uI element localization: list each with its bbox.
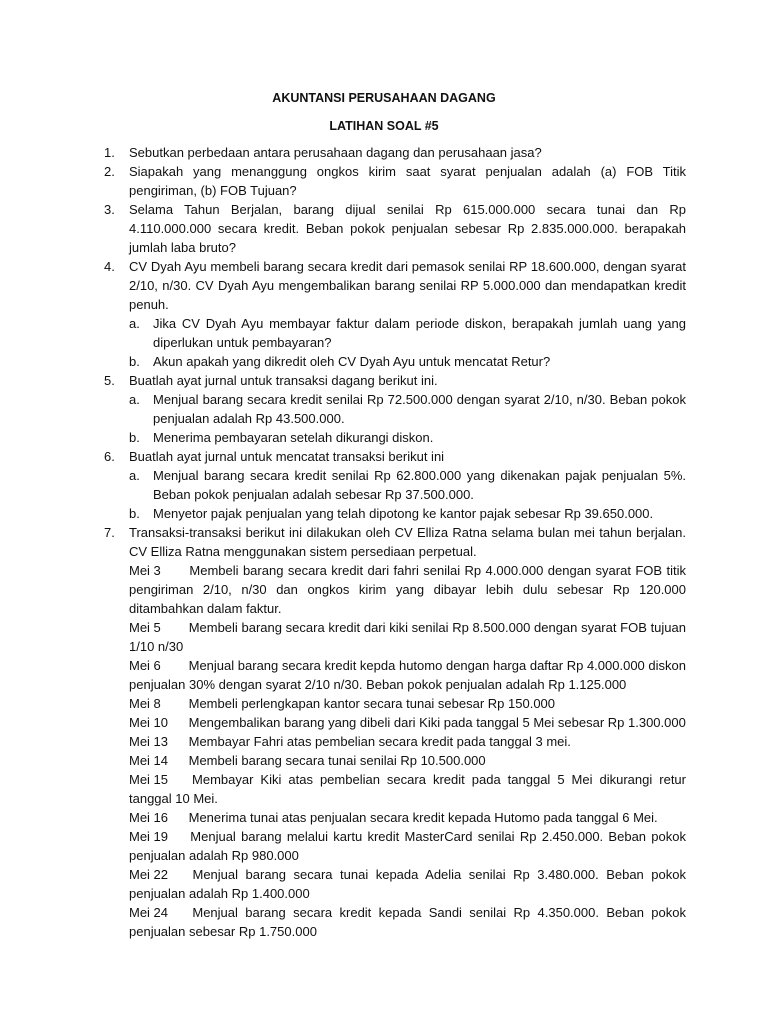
question-number: 2. bbox=[104, 164, 115, 179]
subquestion-5b bbox=[129, 428, 686, 447]
subquestion-text: Akun apakah yang dikredit oleh CV Dyah Ayu untuk mencatat Retur? bbox=[153, 354, 551, 369]
transaction-date: Mei 22 bbox=[129, 867, 169, 882]
subquestion-text: Menjual barang secara kredit senilai Rp 72.500.000 dengan syarat 2/10, n/30. Beban pokok penjualan adalah Rp 43.500.000. bbox=[153, 392, 686, 426]
transaction-entry bbox=[129, 656, 686, 694]
subquestion-4b bbox=[129, 352, 686, 371]
subquestion-6b bbox=[129, 504, 686, 523]
question-7 bbox=[104, 523, 686, 941]
transaction-text: Menjual barang melalui kartu kredit MasterCard senilai Rp 2.450.000. Beban pokok penjualan adalah Rp 980.000 bbox=[129, 829, 686, 863]
question-6 bbox=[104, 447, 686, 523]
transaction-text: Menjual barang secara kredit kepada Sandi senilai Rp 4.350.000. Beban pokok penjualan sebesar Rp 1.750.000 bbox=[129, 905, 686, 939]
subquestion-text: Menyetor pajak penjualan yang telah dipotong ke kantor pajak sebesar Rp 39.650.000. bbox=[153, 506, 654, 521]
transaction-entry bbox=[129, 865, 686, 903]
transaction-entry bbox=[129, 827, 686, 865]
transaction-entry bbox=[129, 694, 686, 713]
subquestion-letter: b. bbox=[129, 354, 140, 369]
transaction-text: Menjual barang secara tunai kepada Adelia senilai Rp 3.480.000. Beban pokok penjualan adalah Rp 1.400.000 bbox=[129, 867, 686, 901]
question-number: 3. bbox=[104, 202, 115, 217]
transaction-entry bbox=[129, 618, 686, 656]
question-text: Buatlah ayat jurnal untuk transaksi dagang berikut ini. bbox=[129, 373, 438, 388]
transaction-text: Membayar Fahri atas pembelian secara kredit pada tanggal 3 mei. bbox=[188, 734, 571, 749]
question-number: 4. bbox=[104, 259, 115, 274]
subquestion-letter: b. bbox=[129, 506, 140, 521]
question-number: 5. bbox=[104, 373, 115, 388]
question-4 bbox=[104, 257, 686, 371]
subquestion-letter: a. bbox=[129, 316, 140, 331]
transaction-entry bbox=[129, 751, 686, 770]
transaction-text: Menjual barang secara kredit kepda hutomo dengan harga daftar Rp 4.000.000 diskon penjualan 30% dengan syarat 2/10 n/30. Beban pokok penjualan adalah Rp 1.125.000 bbox=[129, 658, 686, 692]
transaction-date: Mei 16 bbox=[129, 810, 169, 825]
document-subtitle: LATIHAN SOAL #5 bbox=[329, 119, 439, 133]
transaction-entry bbox=[129, 561, 686, 618]
transaction-date: Mei 8 bbox=[129, 696, 161, 711]
transaction-entry bbox=[129, 808, 686, 827]
transaction-text: Membeli perlengkapan kantor secara tunai sebesar Rp 150.000 bbox=[188, 696, 556, 711]
transaction-entry bbox=[129, 770, 686, 808]
transaction-date: Mei 10 bbox=[129, 715, 169, 730]
question-text: CV Dyah Ayu membeli barang secara kredit dari pemasok senilai RP 18.600.000, dengan syarat 2/10, n/30. CV Dyah Ayu mengembalikan barang senilai RP 5.000.000 dan mendapatkan kredit penuh. bbox=[129, 259, 686, 312]
question-text: Siapakah yang menanggung ongkos kirim saat syarat penjualan adalah (a) FOB Titik pengiriman, (b) FOB Tujuan? bbox=[129, 164, 686, 198]
subquestion-text: Jika CV Dyah Ayu membayar faktur dalam periode diskon, berapakah jumlah uang yang diperlukan untuk pembayaran? bbox=[153, 316, 686, 350]
transaction-text: Mengembalikan barang yang dibeli dari Kiki pada tanggal 5 Mei sebesar Rp 1.300.000 bbox=[188, 715, 686, 730]
subquestion-5a bbox=[129, 390, 686, 428]
subquestion-6a bbox=[129, 466, 686, 504]
transaction-date: Mei 3 bbox=[129, 563, 161, 578]
transaction-entry bbox=[129, 713, 686, 732]
transaction-text: Membayar Kiki atas pembelian secara kredit pada tanggal 5 Mei dikurangi retur tanggal 10 Mei. bbox=[129, 772, 686, 806]
subquestion-text: Menjual barang secara kredit senilai Rp 62.800.000 yang dikenakan pajak penjualan 5%. Beban pokok penjualan adalah sebesar Rp 37.500.000. bbox=[153, 468, 686, 502]
transaction-text: Membeli barang secara kredit dari kiki senilai Rp 8.500.000 dengan syarat FOB tujuan 1/10 n/30 bbox=[129, 620, 686, 654]
transaction-entry bbox=[129, 903, 686, 941]
question-list bbox=[104, 143, 686, 941]
transaction-text: Membeli barang secara kredit dari fahri senilai Rp 4.000.000 dengan syarat FOB titik pengiriman 2/10, n/30 dan ongkos kirim yang dibayar lebih dulu sebesar Rp 120.000 ditambahkan dalam faktur. bbox=[129, 563, 687, 616]
transaction-date: Mei 19 bbox=[129, 829, 169, 844]
document-title: AKUNTANSI PERUSAHAAN DAGANG bbox=[272, 91, 496, 105]
question-1 bbox=[104, 143, 686, 162]
transaction-date: Mei 24 bbox=[129, 905, 169, 920]
question-number: 1. bbox=[104, 145, 115, 160]
transaction-date: Mei 5 bbox=[129, 620, 161, 635]
question-2 bbox=[104, 162, 686, 200]
transaction-entry bbox=[129, 732, 686, 751]
subquestion-letter: a. bbox=[129, 392, 140, 407]
question-number: 6. bbox=[104, 449, 115, 464]
question-text: Buatlah ayat jurnal untuk mencatat transaksi berikut ini bbox=[129, 449, 445, 464]
question-number: 7. bbox=[104, 525, 115, 540]
subquestion-text: Menerima pembayaran setelah dikurangi diskon. bbox=[153, 430, 434, 445]
subquestion-letter: b. bbox=[129, 430, 140, 445]
transaction-date: Mei 13 bbox=[129, 734, 169, 749]
transaction-text: Membeli barang secara tunai senilai Rp 10.500.000 bbox=[188, 753, 486, 768]
question-text: Selama Tahun Berjalan, barang dijual senilai Rp 615.000.000 secara tunai dan Rp 4.110.000.000 secara kredit. Beban pokok penjualan sebesar Rp 2.835.000.000. berapakah jumlah laba bruto? bbox=[129, 202, 686, 255]
question-text: Transaksi-transaksi berikut ini dilakukan oleh CV Elliza Ratna selama bulan mei tahun berjalan. CV Elliza Ratna menggunakan sistem persediaan perpetual. bbox=[129, 525, 686, 559]
transaction-text: Menerima tunai atas penjualan secara kredit kepada Hutomo pada tanggal 6 Mei. bbox=[188, 810, 658, 825]
transaction-date: Mei 14 bbox=[129, 753, 169, 768]
question-5 bbox=[104, 371, 686, 447]
transaction-date: Mei 15 bbox=[129, 772, 169, 787]
transaction-date: Mei 6 bbox=[129, 658, 161, 673]
question-3 bbox=[104, 200, 686, 257]
question-text: Sebutkan perbedaan antara perusahaan dagang dan perusahaan jasa? bbox=[129, 145, 542, 160]
subquestion-letter: a. bbox=[129, 468, 140, 483]
subquestion-4a bbox=[129, 314, 686, 352]
